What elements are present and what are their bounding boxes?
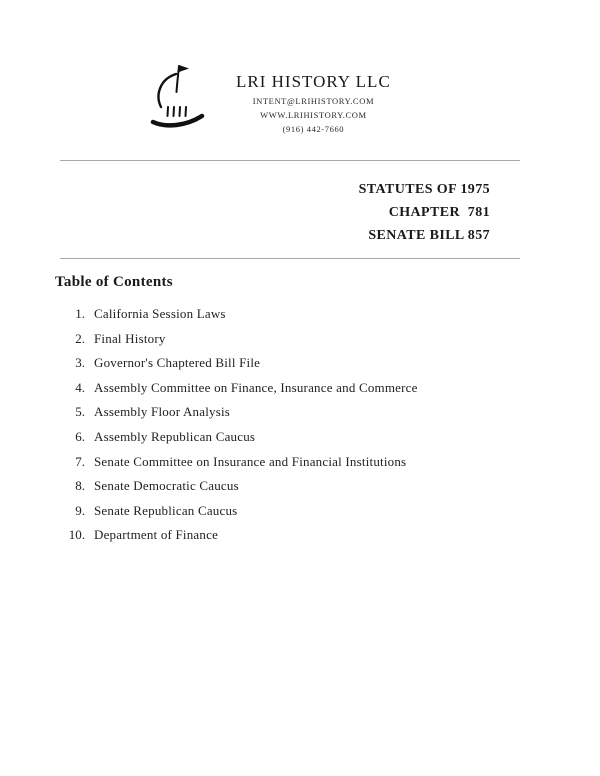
toc-item-label: Senate Democratic Caucus (94, 478, 239, 494)
toc-item (55, 503, 525, 528)
toc-list (55, 306, 525, 552)
toc-item-label: Assembly Committee on Finance, Insurance and Commerce (94, 379, 418, 395)
statutes-line-2: CHAPTER 781 (388, 205, 490, 220)
toc-item (55, 454, 525, 479)
toc-item-number: 8. (75, 478, 85, 494)
toc-item-label: Governor's Chaptered Bill File (94, 355, 261, 371)
toc-item (55, 355, 525, 380)
toc-item (55, 527, 525, 552)
quill-mark-icon (148, 62, 210, 136)
toc-item-label: California Session Laws (94, 306, 226, 321)
toc-item-number: 1. (75, 306, 85, 321)
toc-item-label: Assembly Republican Caucus (94, 428, 256, 444)
toc-item-label: Final History (94, 330, 166, 346)
toc-item-number: 3. (75, 355, 85, 371)
statutes-line-3: SENATE BILL 857 (368, 228, 490, 243)
toc-item-label: Senate Committee on Insurance and Financial Institutions (94, 453, 407, 469)
toc-item-label: Senate Republican Caucus (94, 502, 238, 518)
toc-item (55, 429, 525, 454)
company-website: WWW.LRIHISTORY.COM (260, 110, 367, 120)
toc-item (55, 306, 525, 331)
toc-item-number: 4. (75, 379, 85, 395)
toc-item-label: Assembly Floor Analysis (94, 404, 231, 420)
toc-item (55, 380, 525, 405)
toc-item (55, 404, 525, 429)
toc-item-number: 2. (75, 330, 85, 346)
statutes-block (359, 178, 490, 247)
toc-item (55, 478, 525, 503)
letterhead (148, 62, 391, 136)
toc-item-number: 5. (75, 404, 85, 420)
toc-title: Table of Contents (55, 274, 173, 290)
company-block (236, 62, 391, 134)
toc-item-number: 7. (75, 453, 85, 469)
toc-item-number: 10. (68, 527, 85, 543)
divider-bottom (60, 258, 520, 259)
company-email: INTENT@LRIHISTORY.COM (252, 96, 375, 106)
divider-top (60, 160, 520, 161)
company-phone: (916) 442-7660 (282, 124, 345, 134)
company-name: LRI HISTORY LLC (236, 72, 391, 91)
statutes-line-1: STATUTES OF 1975 (358, 182, 490, 197)
toc-item-label: Department of Finance (94, 527, 219, 543)
toc-item (55, 331, 525, 356)
toc-item-number: 9. (75, 502, 85, 518)
toc-item-number: 6. (75, 428, 85, 444)
